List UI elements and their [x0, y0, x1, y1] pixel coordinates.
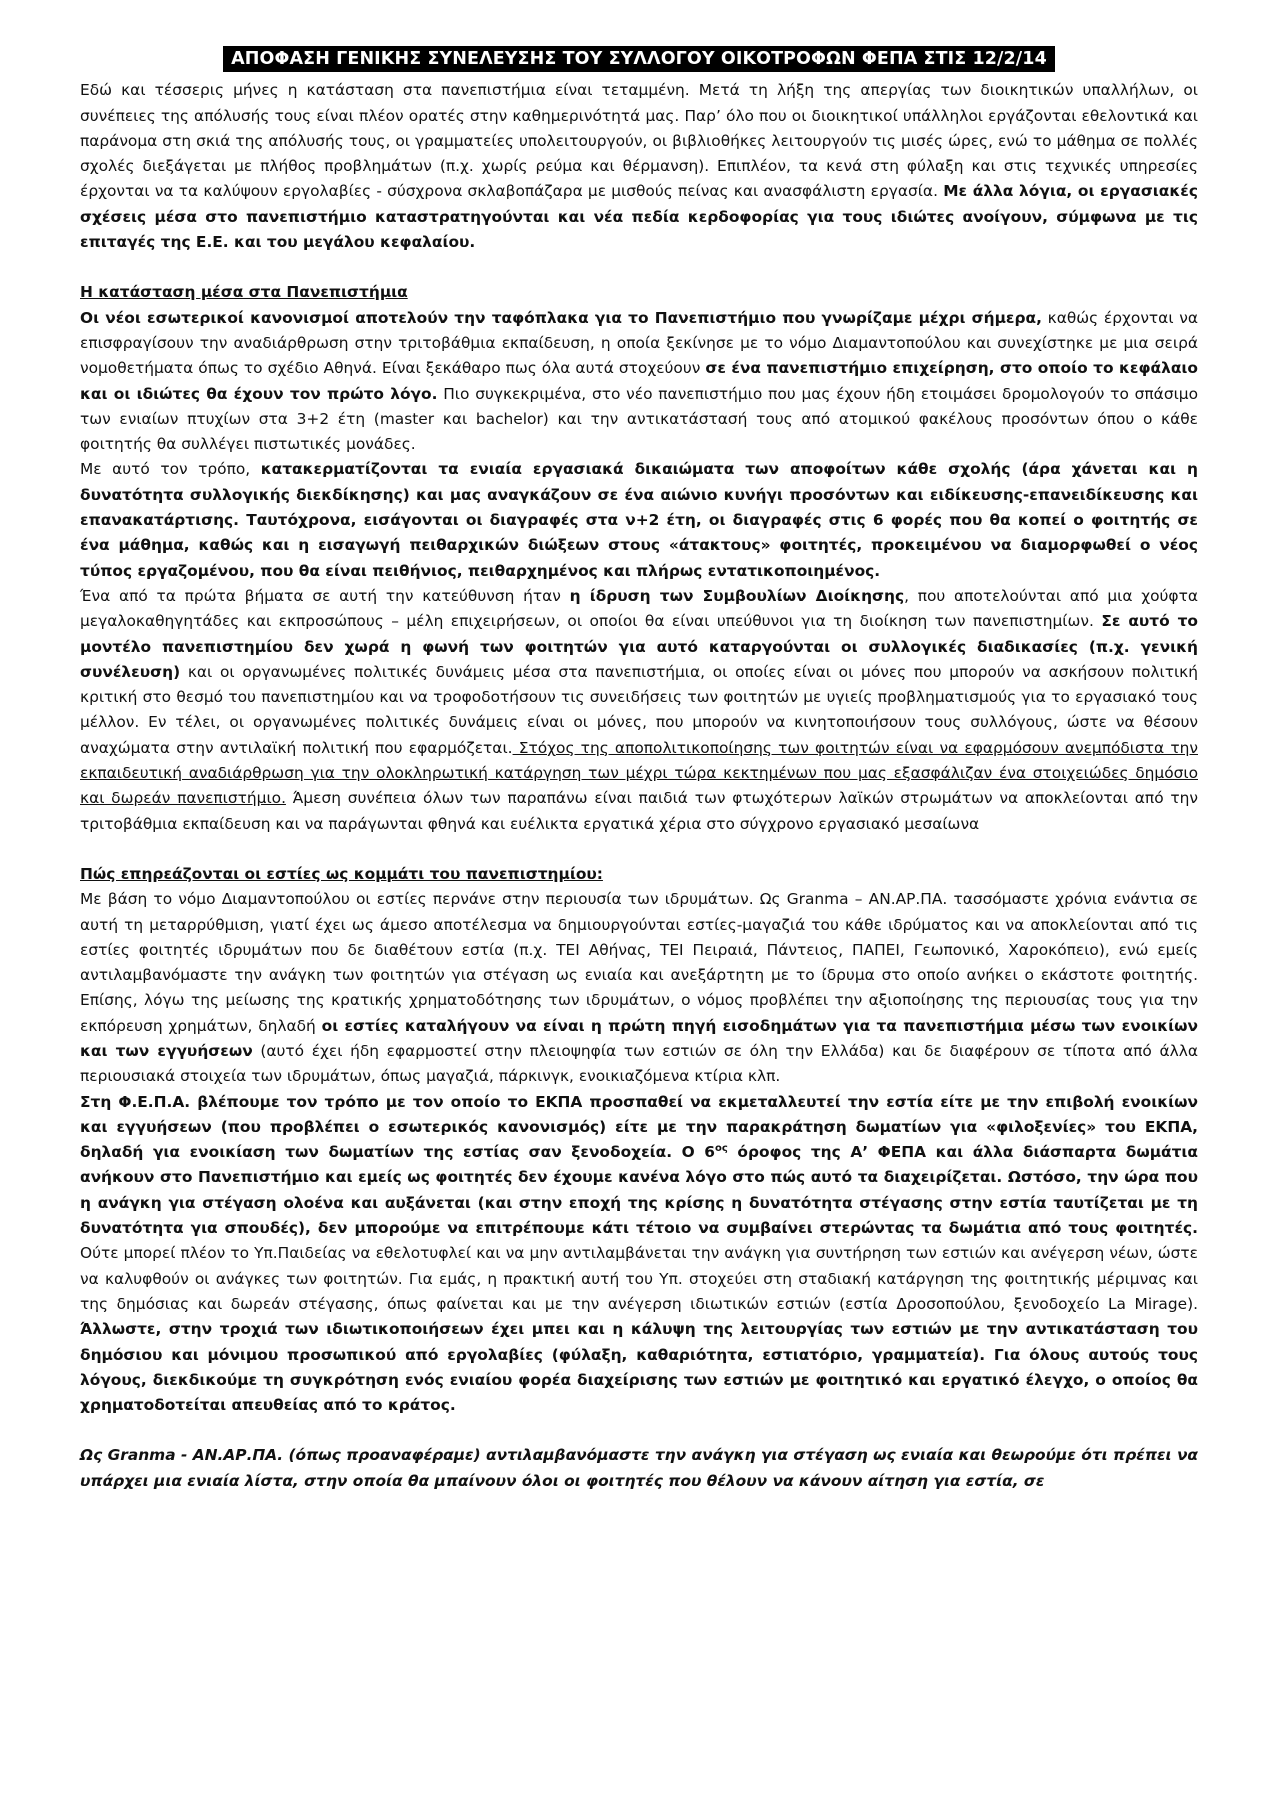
section1-paragraph-2 [80, 457, 1198, 583]
s2p3-italic-1: Ως Granma - ΑΝ.ΑΡ.ΠΑ. (όπως προαναφέραμε) αντιλαμβανόμαστε την ανάγκη για στέγαση ως ενιαία και θεωρούμε ότι πρέπει να υπάρχει μια ενιαία λίστα, στην οποία θα μπαίνουν όλοι οι φοιτητές που θέλουν να κάνουν αίτηση για εστία, σε [80, 1446, 1198, 1490]
section1-paragraph-1 [80, 306, 1198, 458]
section2-paragraph-2 [80, 1090, 1198, 1419]
s1p1-text-1: καθώς έρχονται να επισφραγίσουν την αναδιάρθρωση στην τριτοβάθμια εκπαίδευση, η οποία ξεκίνησε με το νόμο Διαμαντοπούλου και συνεχίστηκε με μια σειρά νομοθετήματα όπως το σχέδιο Αθηνά. Είναι ξεκάθαρο πως όλα αυτά στοχεύουν [80, 308, 1198, 378]
s1p3-underline-1: Στόχος της αποπολιτικοποίησης των φοιτητών είναι να εφαρμόσουν ανεμπόδιστα την εκπαιδευτική αναδιάρθρωση για την ολοκληρωτική κατάργηση των μέχρι τώρα κεκτημένων που μας εξασφάλιζαν ένα στοιχειώδες δημόσιο και δωρεάν πανεπιστήμιο. [80, 738, 1198, 808]
s2p2-bold-1: Στη Φ.Ε.Π.Α. βλέπουμε τον τρόπο με τον οποίο το ΕΚΠΑ προσπαθεί να εκμεταλλευτεί την εστία είτε με την επιβολή ενοικίων και εγγυήσεων (που προβλέπει ο εσωτερικός κανονισμός) είτε με την παρακράτηση δωματίων για «φιλοξενίες» του ΕΚΠΑ, δηλαδή για ενοικίαση των δωματίων της εστίας σαν ξενοδοχεία. Ο 6 [80, 1092, 1198, 1162]
s2p2-superscript: ος [715, 1143, 728, 1155]
section2-paragraph-1 [80, 887, 1198, 1089]
spacer [80, 255, 1198, 280]
s1p1-bold-1: Οι νέοι εσωτερικοί κανονισμοί αποτελούν την ταφόπλακα για το Πανεπιστήμιο που γνωρίζαμε μέχρι σήμερα, [80, 308, 1042, 327]
s1p3-text-1: Ένα από τα πρώτα βήματα σε αυτή την κατεύθυνση ήταν [80, 586, 570, 605]
s2p2-text-1: Ούτε μπορεί πλέον το Υπ.Παιδείας να εθελοτυφλεί και να μην αντιλαμβάνεται την ανάγκη για συντήρηση των εστιών και ανέγερση νέων, ώστε να καλυφθούν οι ανάγκες των φοιτητών. Για εμάς, η πρακτική αυτή του Υπ. στοχεύει στη σταδιακή κατάργηση της φοιτητικής μέριμνας και της δημόσιας και δωρεάν στέγασης, όπως φαίνεται και με την ανέγερση ιδιωτικών εστιών (εστία Δροσοπούλου, ξενοδοχείο La Mirage). [80, 1244, 1198, 1313]
s2p2-bold-3: Άλλωστε, στην τροχιά των ιδιωτικοποιήσεων έχει μπει και η κάλυψη της λειτουργίας των εστιών με την αντικατάσταση του δημόσιου και μόνιμου προσωπικού από εργολαβίες (φύλαξη, καθαριότητα, εστιατόριο, γραμματεία). Για όλους αυτούς τους λόγους, διεκδικούμε τη συγκρότηση ενός ενιαίου φορέα διαχείρισης των εστιών με φοιτητικό και εργατικό έλεγχο, ο οποίος θα χρηματοδοτείται απευθείας από το κράτος. [80, 1320, 1198, 1415]
s1p3-text-3: και οι οργανωμένες πολιτικές δυνάμεις μέσα στα πανεπιστήμια, οι οποίες είναι οι μόνες που μπορούν να ασκήσουν πολιτική κριτική στο θεσμό του πανεπιστημίου και να τροφοδοτήσουν τις συνειδήσεις των φοιτητών με υγιείς προβληματισμούς για το εργασιακό τους μέλλον. Εν τέλει, οι οργανωμένες πολιτικές δυνάμεις είναι οι μόνες, που μπορούν να κινητοποιήσουν τους συλλόγους, ώστε να θέσουν αναχώματα στην αντιλαϊκή πολιτική που εφαρμόζεται. [80, 662, 1198, 757]
s1p3-text-2: , που αποτελούνται από μια χούφτα μεγαλοκαθηγητάδες και εκπροσώπους – μέλη επιχειρήσεων, οι οποίοι θα είναι υπεύθυνοι για τη διοίκηση των πανεπιστημίων. [80, 586, 1198, 631]
s1p2-bold-1: κατακερματίζονται τα ενιαία εργασιακά δικαιώματα των αποφοίτων κάθε σχολής (άρα χάνεται και η δυνατότητα συλλογικής διεκδίκησης) και μας αναγκάζουν σε ένα αιώνιο κυνήγι προσόντων και ειδίκευσης-επανειδίκευσης και επανακατάρτισης. Ταυτόχρονα, εισάγονται οι διαγραφές στα ν+2 έτη, οι διαγραφές στις 6 φορές που θα κοπεί ο φοιτητής σε ένα μάθημα, καθώς και η εισαγωγή πειθαρχικών διώξεων στους «άτακτους» φοιτητές, προκειμένου να διαμορφωθεί ο νέος τύπος εργαζομένου, που θα είναι πειθήνιος, πειθαρχημένος και πλήρως εντατικοποιημένος. [80, 460, 1198, 580]
section1-paragraph-3 [80, 584, 1198, 837]
section2-heading [80, 862, 1198, 887]
s2p2-bold-2: όροφος της Α’ ΦΕΠΑ και άλλα διάσπαρτα δωμάτια ανήκουν στο Πανεπιστήμιο και εμείς ως φοιτητές δεν έχουμε κανένα λόγο στο πώς αυτό τα διαχειρίζεται. Ωστόσο, την ώρα που η ανάγκη για στέγαση ολοένα και αυξάνεται (και στην εποχή της κρίσης η δυνατότητα στέγασης στην εστία ταυτίζεται με τη δυνατότητα για σπουδές), δεν μπορούμε να επιτρέπουμε κάτι τέτοιο να συμβαίνει στερώντας τα δωμάτια από τους φοιτητές. [80, 1143, 1198, 1238]
s1p2-text-1: Με αυτό τον τρόπο, [80, 460, 261, 479]
spacer [80, 1418, 1198, 1443]
section2-paragraph-3 [80, 1443, 1198, 1494]
s1p3-bold-1: η ίδρυση των Συμβουλίων Διοίκησης [569, 586, 905, 605]
intro-bold: Με άλλα λόγια, οι εργασιακές σχέσεις μέσα στο πανεπιστήμιο καταστρατηγούνται και νέα πεδία κερδοφορίας για τους ιδιώτες ανοίγουν, σύμφωνα με τις επιταγές της Ε.Ε. και του μεγάλου κεφαλαίου. [80, 182, 1198, 252]
s2p1-bold-1: οι εστίες καταλήγουν να είναι η πρώτη πηγή εισοδημάτων για τα πανεπιστήμια μέσω των ενοικίων και των εγγυήσεων [80, 1016, 1198, 1060]
title-wrap [80, 46, 1198, 72]
s1p1-bold-2: σε ένα πανεπιστήμιο επιχείρηση, στο οποίο το κεφάλαιο και οι ιδιώτες θα έχουν τον πρώτο λόγο. [80, 359, 1198, 403]
intro-text: Εδώ και τέσσερις μήνες η κατάσταση στα πανεπιστήμια είναι τεταμμένη. Μετά τη λήξη της απεργίας των διοικητικών υπαλλήλων, οι συνέπειες της απόλυσής τους είναι πλέον ορατές στην καθημερινότητά μας. Παρ’ όλο που οι διοικητικοί υπάλληλοι εργάζονται εθελοντικά και παράνομα στη σκιά της απόλυσής τους, οι γραμματείες υπολειτουργούν, οι βιβλιοθήκες λειτουργούν τις μισές ώρες, ενώ το μάθημα σε πολλές σχολές διεξάγεται με πλήθος προβλημάτων (π.χ. χωρίς ρεύμα και θέρμανση). Επιπλέον, τα κενά στη φύλαξη και στις τεχνικές υπηρεσίες έρχονται να τα καλύψουν εργολαβίες - σύσχρονα σκλαβοπάζαρα με μισθούς πείνας και ανασφάλιστη εργασία. [80, 81, 1198, 201]
s1p3-text-4: Άμεση συνέπεια όλων των παραπάνω είναι παιδιά των φτωχότερων λαϊκών στρωμάτων να αποκλείονται από την τριτοβάθμια εκπαίδευση και να παράγωνται φθηνά και ευέλικτα εργατικά χέρια στο σύγχρονο εργασιακό μεσαίωνα [80, 789, 1198, 833]
spacer [80, 837, 1198, 862]
s2p1-text-1: Με βάση το νόμο Διαμαντοπούλου οι εστίες περνάνε στην περιουσία των ιδρυμάτων. Ως Granma – ΑΝ.ΑΡ.ΠΑ. τασσόμαστε χρόνια ενάντια σε αυτή τη μεταρρύθμιση, γιατί έχει ως άμεσο αποτέλεσμα να δημιουργούνται εστίες-μαγαζιά του κάθε ιδρύματος και να αποκλείονται από τις εστίες φοιτητές ιδρυμάτων που δε διαθέτουν εστία (π.χ. ΤΕΙ Αθήνας, ΤΕΙ Πειραιά, Πάντειος, ΠΑΠΕΙ, Γεωπονικό, Χαροκόπειο), ενώ εμείς αντιλαμβανόμαστε την ανάγκη των φοιτητών για στέγαση ως ενιαία και ανεξάρτητη με το ίδρυμα στο οποίο ανήκει ο εκάστοτε φοιτητής. Επίσης, λόγω της μείωσης της κρατικής χρηματοδότησης των ιδρυμάτων, ο νόμος προβλέπει την αξιοποίησης της περιουσίας τους για την εκπόρευση χρημάτων, δηλαδή [80, 890, 1198, 1035]
s1p1-text-2: Πιο συγκεκριμένα, στο νέο πανεπιστήμιο που μας έχουν ήδη ετοιμάσει δρομολογούν το σπάσιμο των ενιαίων πτυχίων στα 3+2 έτη (master και bachelor) και την αντικατάστασή τους από ατομικού φακέλους προσόντων όπου ο κάθε φοιτητής θα συλλέγει πιστωτικές μονάδες. [80, 384, 1198, 454]
section1-heading-text: Η κατάσταση μέσα στα Πανεπιστήμια [80, 283, 408, 302]
section1-heading [80, 280, 1198, 305]
intro-paragraph [80, 78, 1198, 255]
s1p3-bold-2: Σε αυτό το μοντέλο πανεπιστημίου δεν χωρά η φωνή των φοιτητών για αυτό καταργούνται οι συλλογικές διαδικασίες (π.χ. γενική συνέλευση) [80, 612, 1198, 681]
section2-heading-text: Πώς επηρεάζονται οι εστίες ως κομμάτι του πανεπιστημίου: [80, 864, 603, 883]
document-title: ΑΠΟΦΑΣΗ ΓΕΝΙΚΗΣ ΣΥΝΕΛΕΥΣΗΣ ΤΟΥ ΣΥΛΛΟΓΟΥ ΟΙΚΟΤΡΟΦΩΝ ΦΕΠΑ ΣΤΙΣ 12/2/14 [223, 46, 1055, 72]
s2p1-text-2: (αυτό έχει ήδη εφαρμοστεί στην πλειοψηφία των εστιών σε όλη την Ελλάδα) και δε διαφέρουν σε τίποτα από άλλα περιουσιακά στοιχεία των ιδρυμάτων, όπως μαγαζιά, πάρκινγκ, ενοικιαζόμενα κτίρια κλπ. [80, 1041, 1198, 1086]
